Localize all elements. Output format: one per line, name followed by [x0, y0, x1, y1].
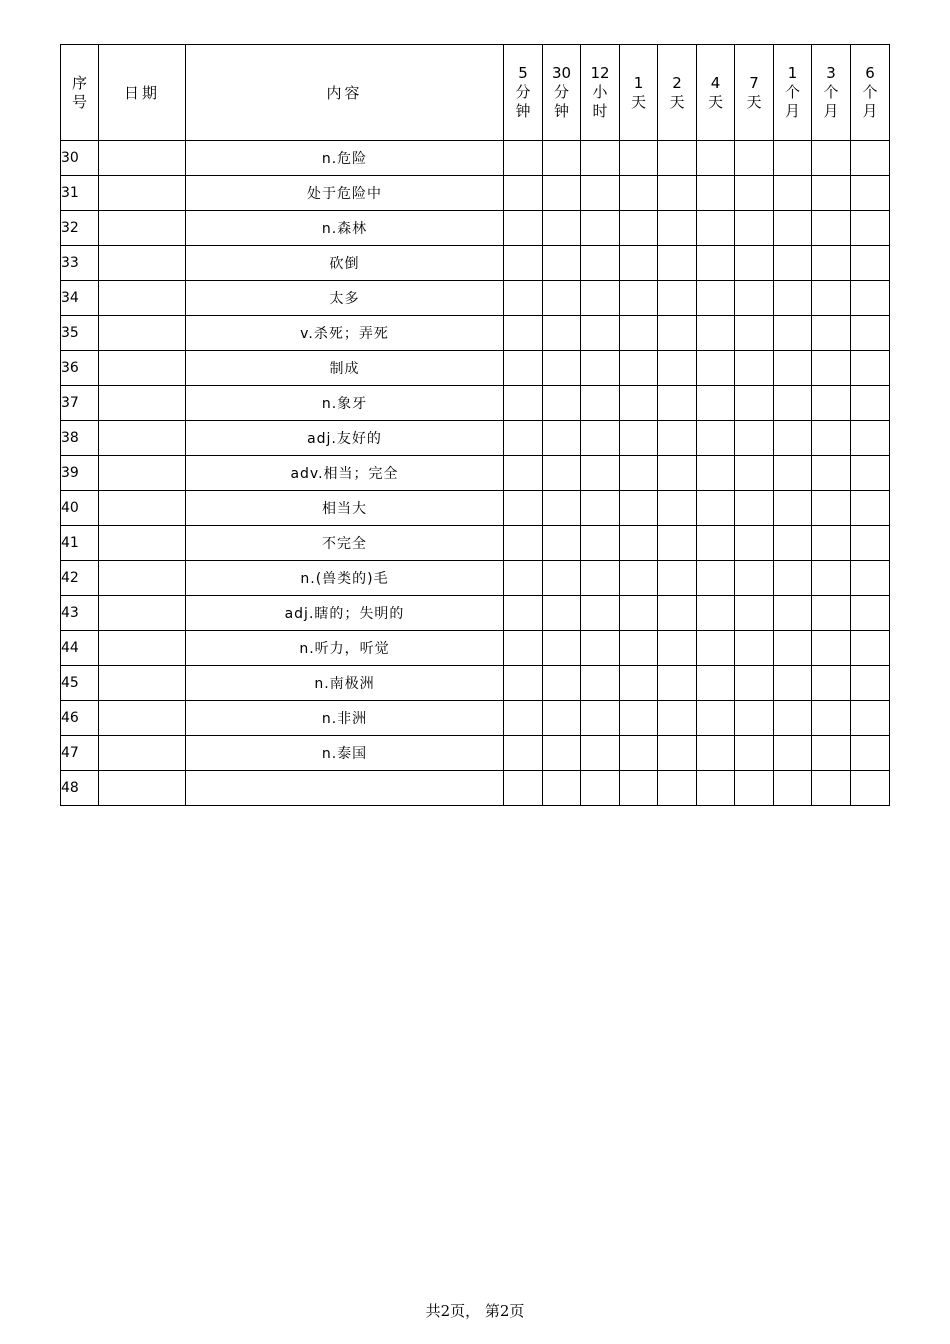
review-check-cell[interactable]: [581, 316, 620, 351]
review-check-cell[interactable]: [658, 491, 697, 526]
row-number: 39: [61, 456, 99, 491]
review-check-cell[interactable]: [658, 351, 697, 386]
review-check-cell[interactable]: [543, 631, 581, 666]
review-check-cell[interactable]: [812, 421, 851, 456]
review-check-cell[interactable]: [504, 666, 543, 701]
review-check-cell[interactable]: [735, 701, 774, 736]
review-check-cell[interactable]: [658, 141, 697, 176]
review-check-cell[interactable]: [620, 316, 658, 351]
date-cell[interactable]: [99, 736, 186, 771]
page-footer: 共2页， 第2页: [425, 1302, 525, 1320]
review-check-cell[interactable]: [697, 526, 735, 561]
review-check-cell[interactable]: [658, 421, 697, 456]
table-row: [61, 176, 890, 211]
review-check-cell[interactable]: [658, 526, 697, 561]
review-check-cell[interactable]: [697, 561, 735, 596]
review-check-cell[interactable]: [504, 701, 543, 736]
date-cell[interactable]: [99, 246, 186, 281]
review-check-cell[interactable]: [774, 491, 812, 526]
review-schedule-table: [60, 44, 890, 806]
review-check-cell[interactable]: [774, 386, 812, 421]
review-check-cell[interactable]: [851, 351, 890, 386]
review-check-cell[interactable]: [735, 386, 774, 421]
table-row: [61, 246, 890, 281]
review-check-cell[interactable]: [581, 561, 620, 596]
review-check-cell[interactable]: [658, 386, 697, 421]
table-row: [61, 736, 890, 771]
review-check-cell[interactable]: [774, 281, 812, 316]
content-cell: 相当大: [186, 491, 504, 526]
date-cell[interactable]: [99, 281, 186, 316]
row-number: 34: [61, 281, 99, 316]
review-check-cell[interactable]: [581, 666, 620, 701]
review-check-cell[interactable]: [735, 351, 774, 386]
header-seq: 序 号: [61, 45, 99, 141]
content-cell: 不完全: [186, 526, 504, 561]
table-row: [61, 141, 890, 176]
review-check-cell[interactable]: [774, 141, 812, 176]
review-check-cell[interactable]: [697, 491, 735, 526]
review-check-cell[interactable]: [543, 596, 581, 631]
review-check-cell[interactable]: [812, 666, 851, 701]
review-check-cell[interactable]: [504, 526, 543, 561]
review-check-cell[interactable]: [735, 281, 774, 316]
review-check-cell[interactable]: [543, 491, 581, 526]
review-check-cell[interactable]: [697, 701, 735, 736]
date-cell[interactable]: [99, 211, 186, 246]
review-check-cell[interactable]: [851, 316, 890, 351]
review-check-cell[interactable]: [658, 456, 697, 491]
table-row: [61, 701, 890, 736]
review-check-cell[interactable]: [774, 211, 812, 246]
date-cell[interactable]: [99, 561, 186, 596]
review-check-cell[interactable]: [812, 701, 851, 736]
review-check-cell[interactable]: [697, 211, 735, 246]
review-check-cell[interactable]: [697, 456, 735, 491]
review-check-cell[interactable]: [735, 211, 774, 246]
review-check-cell[interactable]: [851, 631, 890, 666]
review-check-cell[interactable]: [697, 736, 735, 771]
review-check-cell[interactable]: [543, 176, 581, 211]
row-number: 40: [61, 491, 99, 526]
review-check-cell[interactable]: [658, 771, 697, 806]
content-cell: adj.友好的: [186, 421, 504, 456]
review-check-cell[interactable]: [774, 736, 812, 771]
date-cell[interactable]: [99, 351, 186, 386]
review-check-cell[interactable]: [504, 211, 543, 246]
review-check-cell[interactable]: [812, 351, 851, 386]
review-check-cell[interactable]: [581, 246, 620, 281]
content-cell: 太多: [186, 281, 504, 316]
content-cell: v.杀死；弄死: [186, 316, 504, 351]
review-check-cell[interactable]: [851, 491, 890, 526]
review-check-cell[interactable]: [697, 386, 735, 421]
review-check-cell[interactable]: [697, 666, 735, 701]
header-interval: 1 个 月: [774, 45, 812, 141]
row-number: 45: [61, 666, 99, 701]
content-cell: n.象牙: [186, 386, 504, 421]
row-number: 36: [61, 351, 99, 386]
header-interval: 12 小 时: [581, 45, 620, 141]
review-check-cell[interactable]: [658, 316, 697, 351]
table-body: [61, 141, 890, 806]
review-check-cell[interactable]: [658, 246, 697, 281]
row-number: 47: [61, 736, 99, 771]
review-check-cell[interactable]: [620, 421, 658, 456]
review-check-cell[interactable]: [735, 141, 774, 176]
table-row: [61, 456, 890, 491]
review-check-cell[interactable]: [581, 421, 620, 456]
review-check-cell[interactable]: [504, 736, 543, 771]
date-cell[interactable]: [99, 176, 186, 211]
review-check-cell[interactable]: [504, 176, 543, 211]
table-row: [61, 421, 890, 456]
review-check-cell[interactable]: [851, 246, 890, 281]
header-interval: 7 天: [735, 45, 774, 141]
date-cell[interactable]: [99, 526, 186, 561]
review-check-cell[interactable]: [812, 176, 851, 211]
content-cell: n.听力，听觉: [186, 631, 504, 666]
review-check-cell[interactable]: [812, 316, 851, 351]
row-number: 38: [61, 421, 99, 456]
row-number: 48: [61, 771, 99, 806]
table-row: [61, 316, 890, 351]
review-check-cell[interactable]: [735, 316, 774, 351]
review-check-cell[interactable]: [620, 596, 658, 631]
review-check-cell[interactable]: [504, 456, 543, 491]
review-check-cell[interactable]: [697, 141, 735, 176]
review-check-cell[interactable]: [581, 736, 620, 771]
row-number: 42: [61, 561, 99, 596]
review-check-cell[interactable]: [735, 596, 774, 631]
review-check-cell[interactable]: [504, 316, 543, 351]
review-check-cell[interactable]: [543, 736, 581, 771]
table-row: [61, 666, 890, 701]
row-number: 31: [61, 176, 99, 211]
review-check-cell[interactable]: [851, 386, 890, 421]
review-check-cell[interactable]: [543, 456, 581, 491]
review-check-cell[interactable]: [581, 631, 620, 666]
date-cell[interactable]: [99, 596, 186, 631]
review-check-cell[interactable]: [581, 176, 620, 211]
review-check-cell[interactable]: [658, 281, 697, 316]
date-cell[interactable]: [99, 141, 186, 176]
row-number: 44: [61, 631, 99, 666]
review-check-cell[interactable]: [697, 281, 735, 316]
review-check-cell[interactable]: [735, 176, 774, 211]
table-row: [61, 561, 890, 596]
review-check-cell[interactable]: [697, 351, 735, 386]
review-check-cell[interactable]: [812, 736, 851, 771]
review-check-cell[interactable]: [851, 421, 890, 456]
review-check-cell[interactable]: [812, 141, 851, 176]
date-cell[interactable]: [99, 386, 186, 421]
review-check-cell[interactable]: [504, 631, 543, 666]
review-check-cell[interactable]: [543, 526, 581, 561]
table-row: [61, 386, 890, 421]
review-check-cell[interactable]: [851, 526, 890, 561]
table-row: [61, 211, 890, 246]
review-check-cell[interactable]: [851, 176, 890, 211]
review-check-cell[interactable]: [543, 561, 581, 596]
review-check-cell[interactable]: [735, 456, 774, 491]
review-check-cell[interactable]: [581, 141, 620, 176]
review-check-cell[interactable]: [774, 246, 812, 281]
review-check-cell[interactable]: [581, 281, 620, 316]
review-check-cell[interactable]: [812, 771, 851, 806]
review-check-cell[interactable]: [543, 386, 581, 421]
review-check-cell[interactable]: [504, 281, 543, 316]
review-check-cell[interactable]: [774, 666, 812, 701]
review-check-cell[interactable]: [620, 631, 658, 666]
review-check-cell[interactable]: [620, 736, 658, 771]
review-check-cell[interactable]: [581, 771, 620, 806]
content-cell: n.森林: [186, 211, 504, 246]
review-check-cell[interactable]: [543, 421, 581, 456]
review-check-cell[interactable]: [735, 666, 774, 701]
content-cell: n.泰国: [186, 736, 504, 771]
review-check-cell[interactable]: [812, 281, 851, 316]
review-check-cell[interactable]: [581, 456, 620, 491]
date-cell[interactable]: [99, 631, 186, 666]
review-check-cell[interactable]: [851, 141, 890, 176]
review-check-cell[interactable]: [620, 701, 658, 736]
row-number: 33: [61, 246, 99, 281]
header-interval: 4 天: [697, 45, 735, 141]
review-check-cell[interactable]: [543, 771, 581, 806]
review-check-cell[interactable]: [504, 421, 543, 456]
content-cell: 砍倒: [186, 246, 504, 281]
header-interval: 1 天: [620, 45, 658, 141]
review-check-cell[interactable]: [697, 246, 735, 281]
review-check-cell[interactable]: [774, 631, 812, 666]
date-cell[interactable]: [99, 701, 186, 736]
table-row: [61, 771, 890, 806]
review-check-cell[interactable]: [735, 561, 774, 596]
content-cell: n.(兽类的)毛: [186, 561, 504, 596]
table-row: [61, 631, 890, 666]
review-check-cell[interactable]: [812, 631, 851, 666]
review-check-cell[interactable]: [581, 491, 620, 526]
review-check-cell[interactable]: [620, 666, 658, 701]
header-interval: 5 分 钟: [504, 45, 543, 141]
review-check-cell[interactable]: [812, 211, 851, 246]
review-check-cell[interactable]: [543, 316, 581, 351]
review-check-cell[interactable]: [851, 211, 890, 246]
review-check-cell[interactable]: [504, 771, 543, 806]
review-check-cell[interactable]: [735, 421, 774, 456]
review-check-cell[interactable]: [658, 736, 697, 771]
review-check-cell[interactable]: [581, 351, 620, 386]
review-check-cell[interactable]: [658, 666, 697, 701]
header-interval: 6 个 月: [851, 45, 890, 141]
content-cell: n.南极洲: [186, 666, 504, 701]
review-check-cell[interactable]: [774, 421, 812, 456]
review-check-cell[interactable]: [504, 561, 543, 596]
content-cell: 制成: [186, 351, 504, 386]
review-check-cell[interactable]: [504, 141, 543, 176]
review-check-cell[interactable]: [504, 246, 543, 281]
date-cell[interactable]: [99, 421, 186, 456]
review-check-cell[interactable]: [620, 281, 658, 316]
review-check-cell[interactable]: [504, 491, 543, 526]
review-check-cell[interactable]: [620, 351, 658, 386]
review-check-cell[interactable]: [774, 596, 812, 631]
review-check-cell[interactable]: [620, 211, 658, 246]
review-check-cell[interactable]: [543, 701, 581, 736]
review-check-cell[interactable]: [658, 561, 697, 596]
review-check-cell[interactable]: [774, 351, 812, 386]
row-number: 32: [61, 211, 99, 246]
review-check-cell[interactable]: [851, 666, 890, 701]
review-check-cell[interactable]: [658, 596, 697, 631]
review-check-cell[interactable]: [851, 701, 890, 736]
review-check-cell[interactable]: [620, 246, 658, 281]
review-check-cell[interactable]: [735, 631, 774, 666]
review-check-cell[interactable]: [620, 526, 658, 561]
review-check-cell[interactable]: [697, 596, 735, 631]
review-check-cell[interactable]: [812, 491, 851, 526]
review-check-cell[interactable]: [697, 316, 735, 351]
review-check-cell[interactable]: [812, 596, 851, 631]
review-check-cell[interactable]: [581, 701, 620, 736]
table-row: [61, 351, 890, 386]
content-cell: n.非洲: [186, 701, 504, 736]
header-row: [61, 45, 890, 141]
review-check-cell[interactable]: [543, 211, 581, 246]
row-number: 30: [61, 141, 99, 176]
content-cell: adv.相当；完全: [186, 456, 504, 491]
content-cell: n.危险: [186, 141, 504, 176]
row-number: 37: [61, 386, 99, 421]
review-check-cell[interactable]: [851, 561, 890, 596]
header-content: 内容: [186, 45, 504, 141]
review-check-cell[interactable]: [581, 211, 620, 246]
row-number: 43: [61, 596, 99, 631]
review-check-cell[interactable]: [504, 386, 543, 421]
content-cell: adj.瞎的；失明的: [186, 596, 504, 631]
table-row: [61, 491, 890, 526]
review-check-cell[interactable]: [812, 386, 851, 421]
review-check-cell[interactable]: [851, 281, 890, 316]
review-check-cell[interactable]: [774, 771, 812, 806]
review-check-cell[interactable]: [658, 701, 697, 736]
row-number: 35: [61, 316, 99, 351]
review-check-cell[interactable]: [812, 456, 851, 491]
table-row: [61, 281, 890, 316]
header-date: 日期: [99, 45, 186, 141]
review-check-cell[interactable]: [735, 736, 774, 771]
review-check-cell[interactable]: [851, 736, 890, 771]
review-check-cell[interactable]: [774, 456, 812, 491]
review-check-cell[interactable]: [620, 771, 658, 806]
date-cell[interactable]: [99, 771, 186, 806]
review-check-cell[interactable]: [735, 771, 774, 806]
review-check-cell[interactable]: [543, 281, 581, 316]
review-check-cell[interactable]: [658, 176, 697, 211]
review-check-cell[interactable]: [812, 526, 851, 561]
review-check-cell[interactable]: [620, 456, 658, 491]
review-check-cell[interactable]: [543, 666, 581, 701]
review-check-cell[interactable]: [697, 771, 735, 806]
review-check-cell[interactable]: [504, 351, 543, 386]
review-check-cell[interactable]: [774, 176, 812, 211]
date-cell[interactable]: [99, 456, 186, 491]
review-check-cell[interactable]: [735, 246, 774, 281]
header-interval: 2 天: [658, 45, 697, 141]
review-check-cell[interactable]: [851, 456, 890, 491]
content-cell: 处于危险中: [186, 176, 504, 211]
review-check-cell[interactable]: [697, 176, 735, 211]
table-row: [61, 596, 890, 631]
review-check-cell[interactable]: [812, 246, 851, 281]
content-cell: [186, 771, 504, 806]
review-check-cell[interactable]: [697, 631, 735, 666]
header-interval: 30 分 钟: [543, 45, 581, 141]
row-number: 46: [61, 701, 99, 736]
review-check-cell[interactable]: [735, 491, 774, 526]
review-check-cell[interactable]: [620, 386, 658, 421]
review-check-cell[interactable]: [543, 351, 581, 386]
review-check-cell[interactable]: [620, 176, 658, 211]
review-check-cell[interactable]: [504, 596, 543, 631]
review-check-cell[interactable]: [620, 141, 658, 176]
review-check-cell[interactable]: [620, 561, 658, 596]
review-check-cell[interactable]: [774, 526, 812, 561]
date-cell[interactable]: [99, 491, 186, 526]
review-check-cell[interactable]: [697, 421, 735, 456]
review-check-cell[interactable]: [851, 596, 890, 631]
review-check-cell[interactable]: [581, 386, 620, 421]
review-check-cell[interactable]: [543, 246, 581, 281]
review-check-cell[interactable]: [581, 526, 620, 561]
review-check-cell[interactable]: [581, 596, 620, 631]
review-check-cell[interactable]: [658, 211, 697, 246]
review-check-cell[interactable]: [543, 141, 581, 176]
row-number: 41: [61, 526, 99, 561]
review-check-cell[interactable]: [620, 491, 658, 526]
review-check-cell[interactable]: [812, 561, 851, 596]
review-check-cell[interactable]: [658, 631, 697, 666]
table-row: [61, 526, 890, 561]
review-check-cell[interactable]: [774, 561, 812, 596]
review-check-cell[interactable]: [735, 526, 774, 561]
header-interval: 3 个 月: [812, 45, 851, 141]
date-cell[interactable]: [99, 316, 186, 351]
review-check-cell[interactable]: [774, 316, 812, 351]
review-check-cell[interactable]: [774, 701, 812, 736]
date-cell[interactable]: [99, 666, 186, 701]
review-check-cell[interactable]: [851, 771, 890, 806]
